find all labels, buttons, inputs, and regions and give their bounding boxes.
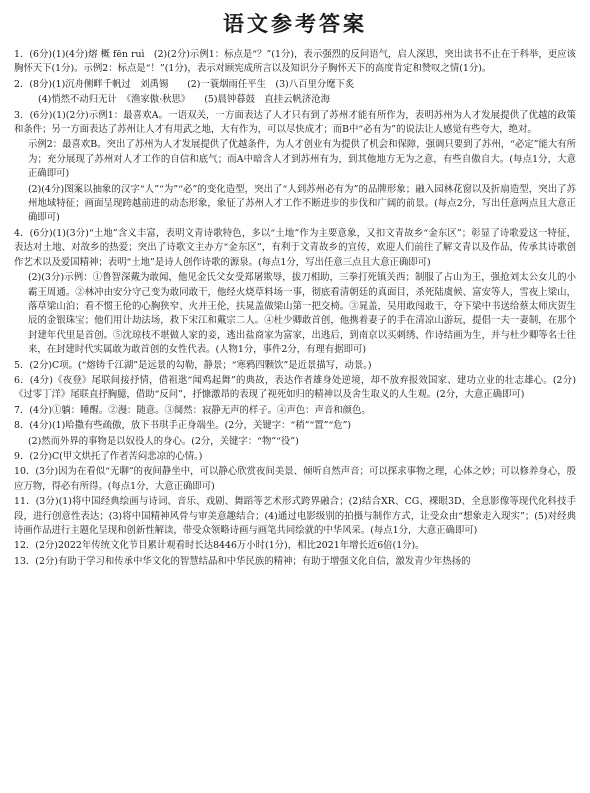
answer-item-1 xyxy=(14,48,576,77)
answer-line: 5．(2分)C项。(“熔铸千江湖”是远景的勾勒，静景；“寒鸦四颗饮”是近景描写，动景。) xyxy=(14,359,372,371)
answer-line: (4)悄然不动归无计 《渔家傲·秋思》 (5)晨钟暮鼓 直挂云帆济沧海 xyxy=(38,94,331,106)
answer-line: 10．(3分)因为在看似“无聊”的夜间静坐中，可以静心欣赏夜间美景、倾听自然声音；可以探求事物之理，心体之妙；可以修养身心，殷应万物，得必有所得。(每点1分，大意正确即可) xyxy=(14,466,576,492)
answer-line: 1．(6分)(1)(4分)熔 概 fēn ruì (2)(2分)示例1：标点是“？”(1分)，表示强烈的反问语气，启人深思，突出读书不止在于科举，更应该胸怀天下(1分)。示例2：标点是“！”(1分)，表示对顾宪成所言以及知识分子胸怀天下的高度肯定和赞叹之情(1分)。 xyxy=(14,49,576,75)
answer-item-3 xyxy=(14,109,576,226)
answer-line: 4．(6分)(1)(3分)“土地”含义丰富，表明文青诗歌特色，多以“土地”作为主要意象，又扣文青故乡“金东区”；彰显了诗歌爱这一特征，表达对土地、对故乡的热爱；突出了诗歌文主办方“金东区”，有利于文青故乡的宣传，欢迎人们前往了解文青以及作品，传承其诗歌创作艺术以及爱国精神；表明“土地”是诗人创作诗歌的源泉。(每点1分，写出任意三点且大意正确即可) xyxy=(14,227,576,268)
answer-item-2 xyxy=(14,78,576,108)
answer-line: 7．(4分)①躺：睡醒。②漫：随意。③阒然：寂静无声的样子。④声色：声音和颜色。 xyxy=(14,404,371,416)
answer-list xyxy=(14,48,576,569)
answer-item-11 xyxy=(14,495,576,538)
answer-line: 9．(2分)C(甲文烘托了作者苦闷悲凉的心情。) xyxy=(14,450,203,462)
answer-item-7 xyxy=(14,404,576,418)
answer-line: 6．(4分)《夜登》尾联间接抒情，借祖逖“闻鸡起舞”的典故，表达作者雄身处逆境，却不放弃报效国家、建功立业的壮志雄心。(2分)《过零丁洋》尾联直抒胸臆，借助“反问”，抒慷激昂的表现了视死如归的精神以及舍生取义的人生观。(2分，大意正确即可) xyxy=(14,374,576,401)
answer-line: 13．(2分)有助于学习和传承中华文化的智慧结晶和中华民族的精神；有助于增强文化自信，激发青少年热扬的 xyxy=(14,555,471,567)
answer-item-4 xyxy=(14,227,576,358)
answer-item-8 xyxy=(14,419,576,449)
answer-line: (2)然而外界的事物是以奴役人的身心。(2分，关键字：“物”“役”) xyxy=(28,435,299,447)
answer-line: (2)(4分)图案以抽象的汉字“人”“为”“必”的变化造型，突出了“人到苏州必有为”的品牌形象；融入园林花窗以及折扇造型，突出了苏州地域特征；画面呈现跨越前进的动态形象，象征了苏州人才工作不断进步的步伐和广阔的前景。(每点2分，写出任意两点且大意正确即可) xyxy=(28,183,576,224)
answer-item-10 xyxy=(14,465,576,494)
answer-item-6 xyxy=(14,374,576,403)
answer-line: 11．(3分)(1)将中国经典绘画与诗词、音乐、戏剧、舞蹈等艺术形式跨界融合；(2)结合XR、CG、裸眼3D、全息影像等现代化科技手段，进行创意性表达；(3)将中国精神风骨与审美意趣结合；(4)通过电影级别的拍摄与制作方式，让受众由“想象走入现实”；(5)对经典诗画作品进行主题化呈现和创新性解读，带受众领略诗画与画笔共同绘就的中华风采。(每点1分，大意正确即可) xyxy=(14,496,576,536)
answer-line: 2．(8分)(1)沉舟侧畔千帆过 刘禹锡 (2)一蓑烟雨任平生 (3)八百里分麾下炙 xyxy=(14,78,355,90)
answer-line: 3．(6分)(1)(2分)示例1：最喜欢A。一语双关，一方面表达了人才只有到了苏州才能有所作为，表明苏州为人才发展提供了优越的政策和条件；另一方面表达了苏州让人才有用武之地，大有作为，可以尽快成才；而B中“必有为”的说法让人感觉有些夸大，绝对。 xyxy=(14,109,576,136)
answer-item-13 xyxy=(14,555,576,569)
answer-item-5 xyxy=(14,359,576,373)
answer-item-12 xyxy=(14,539,576,553)
page-title: 语文参考答案 xyxy=(223,11,367,36)
answer-line: 示例2：最喜欢B。突出了苏州为人才发展提供了优越条件，为人才创业有为提供了机会和保障，强调只要到了苏州，“必定”能大有所为；充分展现了苏州对人才工作的自信和底气；而A中暗含人才到苏州有为，到其他地方无为之意，有些自傲自大。(每点1分，大意正确即可) xyxy=(28,139,576,180)
answer-item-9 xyxy=(14,450,576,464)
answer-line: 8．(4分)(1)哈撒有些疏傲，放下书琪手正身端坐。(2分，关键字：“稍”“置”“危”) xyxy=(14,420,352,432)
answer-line: (2)(3分)示例：①鲁智深戴为敢闻，他见金氏父女受郑屠欺辱，拔刀相助，三拳打死镇关西；制服了占山为王，强抢刘太公女儿的小霸王周通。②林冲由安分守己变为敢同敢干，他经火烧草料场一事，彻底看清朝廷的真面目，杀死陆虞候、富安等人，雪夜上梁山，落草梁山泊；看不惯王伦的心胸狭窄、火并王伦，扶晁盖做梁山第一把交椅。③晁盖，吴用敢闯敢干，夺下梁中书送给蔡太师庆贺生辰的金银珠宝；他们用计劫法场，救下宋江和戴宗二人。④杜少卿敢首创，他携着妻子的手在清凉山游玩，提倡一夫一妻制，在那个封建年代里是首创。⑤沈琼枝不堪做人家的妾，逃出盐商家为富家，出逃后，到南京以买刺绣、作诗结画为生，并与杜少卿等名士往来，在封建时代实属敢为敢首创的女性代表。(人物1分，事件2分，有理有据即可) xyxy=(28,272,576,356)
answer-line: 12．(2分)2022年传统文化节目累计观看时长达8446万小时(1分)，相比2021年增长近6倍(1分)。 xyxy=(14,540,425,552)
